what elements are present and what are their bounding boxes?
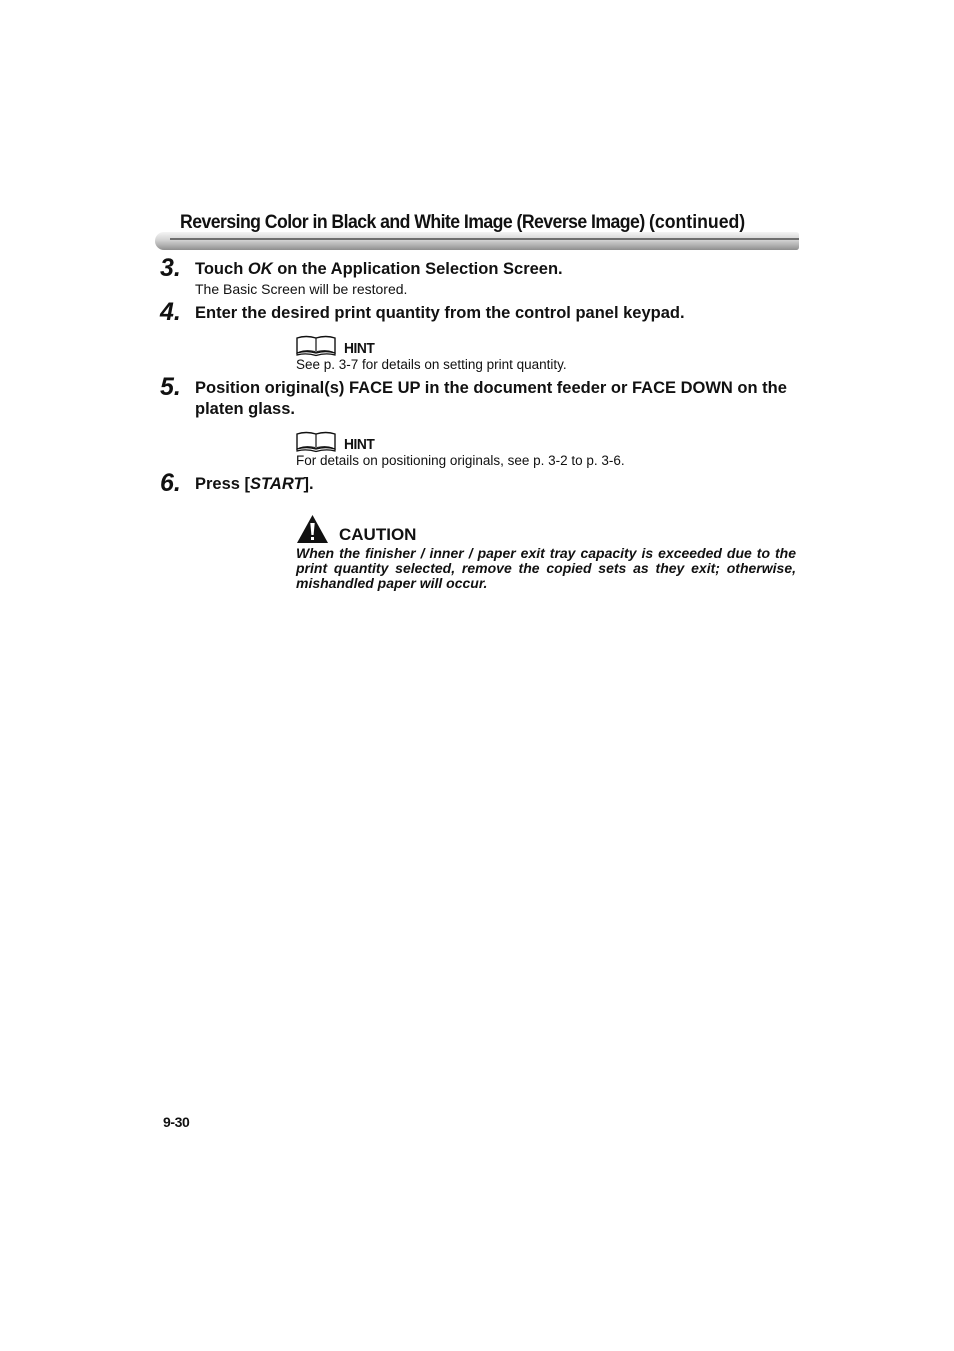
hint-label: HINT: [344, 436, 375, 453]
section-title-continued: (continued): [649, 212, 746, 233]
hint-heading: [296, 431, 377, 453]
step-result: The Basic Screen will be restored.: [195, 281, 408, 297]
step-instruction: Position original(s) FACE UP in the document feeder or FACE DOWN on the platen glass.: [195, 379, 787, 418]
hint-heading: [296, 335, 377, 357]
hint-label: HINT: [344, 340, 375, 357]
header-bar: [155, 232, 799, 250]
book-icon: [296, 335, 336, 357]
hint-text: For details on positioning originals, see p. 3-2 to p. 3-6.: [296, 453, 625, 468]
hint-text: See p. 3-7 for details on setting print quantity.: [296, 357, 567, 372]
caution-label: CAUTION: [339, 525, 417, 544]
step-number: 4.: [160, 298, 181, 326]
start-key-name: START: [250, 475, 304, 493]
section-title-text: Reversing Color in Black and White Image (Reverse Image): [180, 212, 645, 233]
step-number: 5.: [160, 373, 181, 401]
book-icon: [296, 431, 336, 453]
step-instruction: Touch OK on the Application Selection Screen.: [195, 260, 563, 278]
step-number: 6.: [160, 469, 181, 497]
caution-text: When the finisher / inner / paper exit tray capacity is exceeded due to the print quantity selected, remove the copied sets as they exit; otherwise, mishandled paper will occur.: [296, 545, 796, 591]
section-title: [180, 212, 757, 234]
step-instruction: Press [START].: [195, 475, 314, 493]
step-instruction: Enter the desired print quantity from the control panel keypad.: [195, 304, 685, 322]
warning-icon: [296, 514, 329, 544]
caution-heading: [296, 514, 416, 544]
header-rule: [170, 238, 799, 240]
step-number: 3.: [160, 254, 181, 282]
ok-key-name: OK: [247, 260, 273, 278]
page-number: 9-30: [163, 1114, 190, 1130]
